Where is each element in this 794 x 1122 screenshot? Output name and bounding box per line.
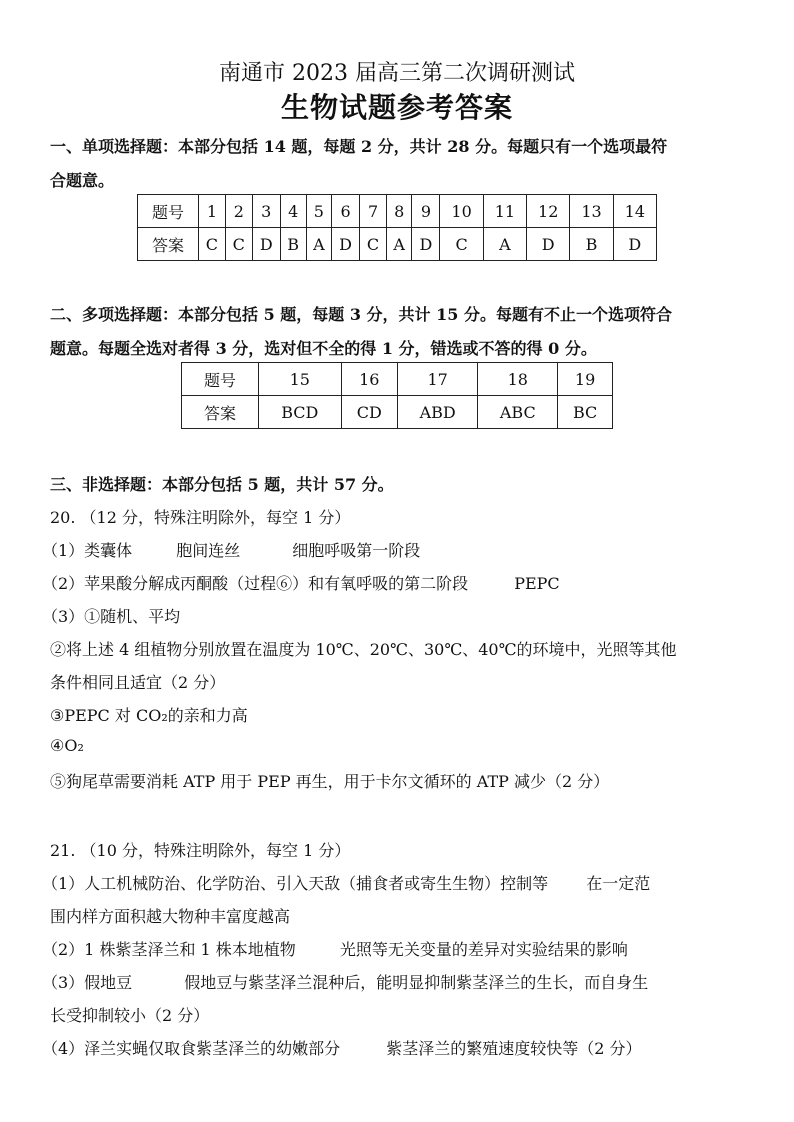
question-number-cell: 3 bbox=[252, 195, 280, 228]
answer-cell: D bbox=[252, 228, 280, 261]
q20-title: 20. （12 分，特殊注明除外，每空 1 分） bbox=[50, 508, 351, 527]
q20-answer-3: （3）①随机、平均 bbox=[42, 607, 181, 626]
answer-cell: D bbox=[412, 228, 440, 261]
q21-1b: 在一定范 bbox=[586, 874, 651, 893]
answer-cell: B bbox=[280, 228, 306, 261]
exam-title: 南通市 2023 届高三第二次调研测试 bbox=[219, 61, 575, 86]
q21-4b: 紫茎泽兰的繁殖速度较快等（2 分） bbox=[386, 1039, 642, 1058]
q21-3a: （3）假地豆 bbox=[42, 973, 133, 992]
question-number-cell: 17 bbox=[397, 363, 477, 396]
answer-cell: C bbox=[199, 228, 226, 261]
answer-cell: C bbox=[360, 228, 387, 261]
row-label: 题号 bbox=[182, 363, 259, 396]
q21-answer-1-cont: 围内样方面积越大物种丰富度越高 bbox=[50, 907, 291, 926]
section2-heading: 二、多项选择题：本部分包括 5 题，每题 3 分，共计 15 分。每题有不止一个选项符合 bbox=[50, 305, 672, 324]
q20-2b: PEPC bbox=[514, 574, 560, 593]
q20-2a: （2）苹果酸分解成丙酮酸（过程⑥）和有氧呼吸的第二阶段 bbox=[42, 574, 469, 593]
answer-cell: D bbox=[332, 228, 360, 261]
q21-answer-2 bbox=[42, 937, 628, 960]
q20-answer-3-3: ③PEPC 对 CO₂的亲和力高 bbox=[50, 706, 248, 725]
single-choice-answer-table bbox=[137, 194, 657, 261]
q21-answer-1 bbox=[42, 871, 650, 894]
q20-answer-3-2: ②将上述 4 组植物分别放置在温度为 10℃、20℃、30℃、40℃的环境中，光照等其他 bbox=[50, 640, 677, 659]
q21-answer-3 bbox=[42, 970, 648, 993]
answer-cell: D bbox=[613, 228, 656, 261]
q20-answer-2 bbox=[42, 571, 560, 594]
answer-cell: D bbox=[527, 228, 570, 261]
question-number-cell: 16 bbox=[341, 363, 397, 396]
answer-key-title: 生物试题参考答案 bbox=[280, 91, 513, 124]
row-label: 答案 bbox=[138, 228, 199, 261]
q21-answer-4 bbox=[42, 1036, 641, 1059]
question-number-cell: 13 bbox=[570, 195, 613, 228]
q20-answer-3-5: ⑤狗尾草需要消耗 ATP 用于 PEP 再生，用于卡尔文循环的 ATP 减少（2 分） bbox=[50, 772, 610, 791]
question-number-cell: 8 bbox=[386, 195, 411, 228]
answer-cell: ABD bbox=[397, 396, 477, 429]
q20-1a: （1）类囊体 bbox=[42, 541, 133, 560]
q21-3b: 假地豆与紫茎泽兰混种后，能明显抑制紫茎泽兰的生长，而自身生 bbox=[184, 973, 649, 992]
section1-heading: 一、单项选择题：本部分包括 14 题，每题 2 分，共计 28 分。每题只有一个选项最符 bbox=[50, 137, 668, 156]
question-number-cell: 5 bbox=[306, 195, 331, 228]
q21-2a: （2）1 株紫茎泽兰和 1 株本地植物 bbox=[42, 940, 296, 959]
answer-cell: A bbox=[306, 228, 331, 261]
q20-1b: 胞间连丝 bbox=[176, 541, 241, 560]
answer-cell: BCD bbox=[259, 396, 342, 429]
q20-answer-3-4: ④O₂ bbox=[50, 736, 84, 755]
q20-1c: 细胞呼吸第一阶段 bbox=[292, 541, 421, 560]
question-number-cell: 2 bbox=[225, 195, 252, 228]
answer-cell: A bbox=[483, 228, 526, 261]
answer-cell: C bbox=[440, 228, 483, 261]
q21-answer-3-cont: 长受抑制较小（2 分） bbox=[50, 1006, 210, 1025]
question-number-cell: 6 bbox=[332, 195, 360, 228]
question-number-cell: 7 bbox=[360, 195, 387, 228]
question-number-cell: 10 bbox=[440, 195, 483, 228]
question-number-cell: 14 bbox=[613, 195, 656, 228]
answer-cell: A bbox=[386, 228, 411, 261]
answer-cell: CD bbox=[341, 396, 397, 429]
q20-answer-1 bbox=[42, 538, 420, 561]
question-number-cell: 15 bbox=[259, 363, 342, 396]
row-label: 题号 bbox=[138, 195, 199, 228]
q21-title: 21. （10 分，特殊注明除外，每空 1 分） bbox=[50, 841, 351, 860]
row-label: 答案 bbox=[182, 396, 259, 429]
multi-choice-answer-table bbox=[181, 362, 613, 429]
answer-cell: ABC bbox=[478, 396, 558, 429]
question-number-cell: 12 bbox=[527, 195, 570, 228]
answer-cell: B bbox=[570, 228, 613, 261]
question-number-cell: 11 bbox=[483, 195, 526, 228]
q21-2b: 光照等无关变量的差异对实验结果的影响 bbox=[339, 940, 628, 959]
question-number-cell: 4 bbox=[280, 195, 306, 228]
q21-4a: （4）泽兰实蝇仅取食紫茎泽兰的幼嫩部分 bbox=[42, 1039, 341, 1058]
section2-heading-cont: 题意。每题全选对者得 3 分，选对但不全的得 1 分，错选或不答的得 0 分。 bbox=[50, 339, 597, 358]
question-number-cell: 19 bbox=[558, 363, 613, 396]
section1-heading-cont: 合题意。 bbox=[50, 171, 115, 190]
question-number-cell: 1 bbox=[199, 195, 226, 228]
q21-1a: （1）人工机械防治、化学防治、引入天敌（捕食者或寄生生物）控制等 bbox=[42, 874, 549, 893]
answer-cell: C bbox=[225, 228, 252, 261]
q20-answer-3-2-cont: 条件相同且适宜（2 分） bbox=[50, 673, 226, 692]
question-number-cell: 18 bbox=[478, 363, 558, 396]
question-number-cell: 9 bbox=[412, 195, 440, 228]
answer-cell: BC bbox=[558, 396, 613, 429]
section3-heading: 三、非选择题：本部分包括 5 题，共计 57 分。 bbox=[50, 475, 394, 494]
